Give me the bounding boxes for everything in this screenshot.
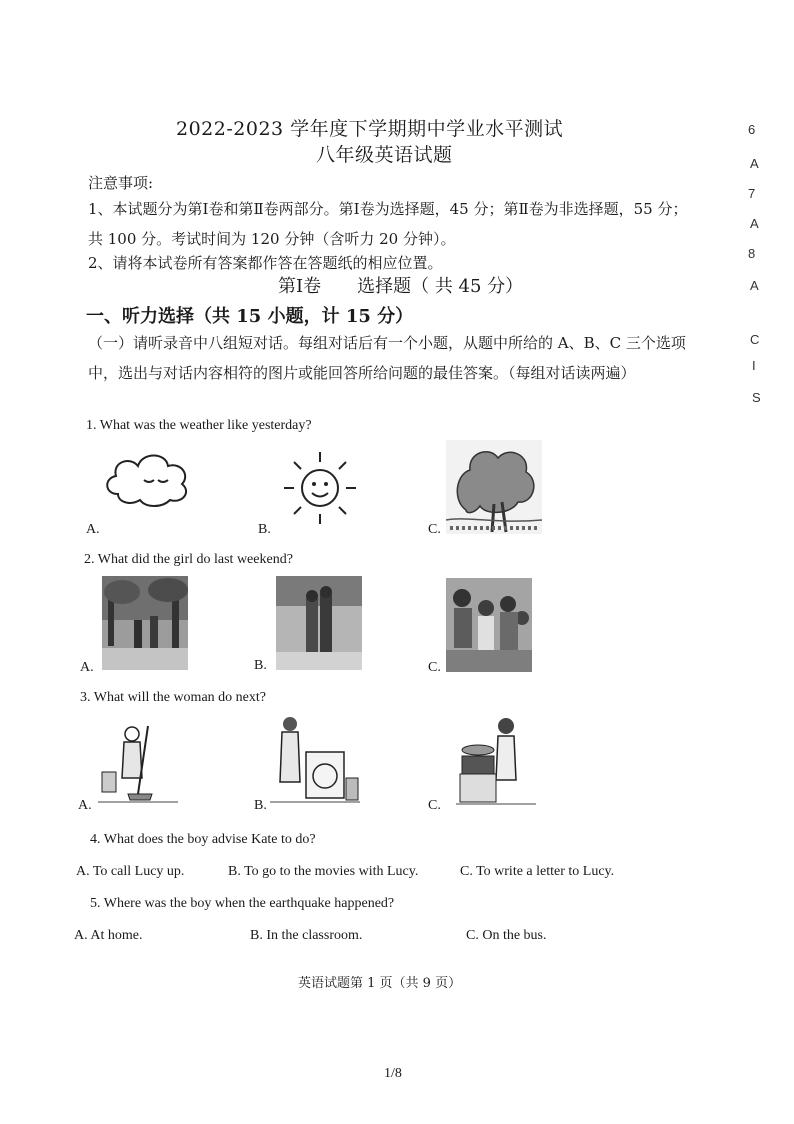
section-heading: 一、听力选择（共 15 小题，计 15 分） <box>86 306 414 327</box>
question-5: 5. Where was the boy when the earthquake happened? <box>90 896 395 911</box>
margin-mark: C <box>750 332 760 347</box>
group-photo <box>446 578 532 672</box>
notes-heading: 注意事项: <box>88 174 154 192</box>
mopping-icon <box>98 716 178 804</box>
q3-option-a: A. <box>78 798 92 813</box>
q2-option-b: B. <box>254 658 267 673</box>
question-1: 1. What was the weather like yesterday? <box>86 418 312 433</box>
q4-option-b: B. To go to the movies with Lucy. <box>228 864 419 879</box>
q2-option-a: A. <box>80 660 94 675</box>
page-number: 1/8 <box>384 1066 402 1081</box>
girls-walking-photo <box>276 576 362 670</box>
q3-option-c: C. <box>428 798 441 813</box>
margin-mark: 8 <box>748 246 756 261</box>
q5-option-a: A. At home. <box>74 928 143 943</box>
margin-mark: S <box>752 390 761 405</box>
margin-mark: 7 <box>748 186 756 201</box>
q1-option-b: B. <box>258 522 271 537</box>
washing-machine-icon <box>270 712 360 806</box>
margin-mark: A <box>750 216 759 231</box>
notes-item-2: 2、请将本试卷所有答案都作答在答题纸的相应位置。 <box>88 254 443 272</box>
sun-icon <box>280 448 360 528</box>
q1-option-a: A. <box>86 522 100 537</box>
margin-mark: 6 <box>748 122 756 137</box>
q3-option-b: B. <box>254 798 267 813</box>
q5-option-c: C. On the bus. <box>466 928 547 943</box>
margin-mark: A <box>750 278 759 293</box>
q5-option-b: B. In the classroom. <box>250 928 363 943</box>
question-2: 2. What did the girl do last weekend? <box>84 552 293 567</box>
cloud-icon <box>100 448 192 512</box>
question-4: 4. What does the boy advise Kate to do? <box>90 832 316 847</box>
section-instructions: （一）请听录音中八组短对话。每组对话后有一个小题，从题中所给的 A、B、C 三个选项中，选出与对话内容相符的图片或能回答所给问题的最佳答案。（每组对话读两遍） <box>88 334 686 382</box>
notes-item-1: 1、本试题分为第Ⅰ卷和第Ⅱ卷两部分。第Ⅰ卷为选择题，45 分；第Ⅱ卷为非选择题，55 分；共 100 分。考试时间为 120 分钟（含听力 20 分钟）。 <box>88 200 688 248</box>
page-label: 英语试题第 1 页（共 9 页） <box>298 976 462 991</box>
question-3: 3. What will the woman do next? <box>80 690 266 705</box>
exam-subtitle: 八年级英语试题 <box>316 144 453 166</box>
q4-option-a: A. To call Lucy up. <box>76 864 185 879</box>
q2-option-c: C. <box>428 660 441 675</box>
margin-mark: I <box>752 358 756 373</box>
q4-option-c: C. To write a letter to Lucy. <box>460 864 615 879</box>
margin-mark: A <box>750 156 759 171</box>
cooking-icon <box>456 714 536 806</box>
q1-option-c: C. <box>428 522 441 537</box>
windy-tree-icon <box>446 440 542 534</box>
exam-title: 2022-2023 学年度下学期期中学业水平测试 <box>176 118 564 140</box>
part-one-heading: 第Ⅰ卷 选择题（ 共 45 分） <box>278 276 524 297</box>
park-photo <box>102 576 188 670</box>
